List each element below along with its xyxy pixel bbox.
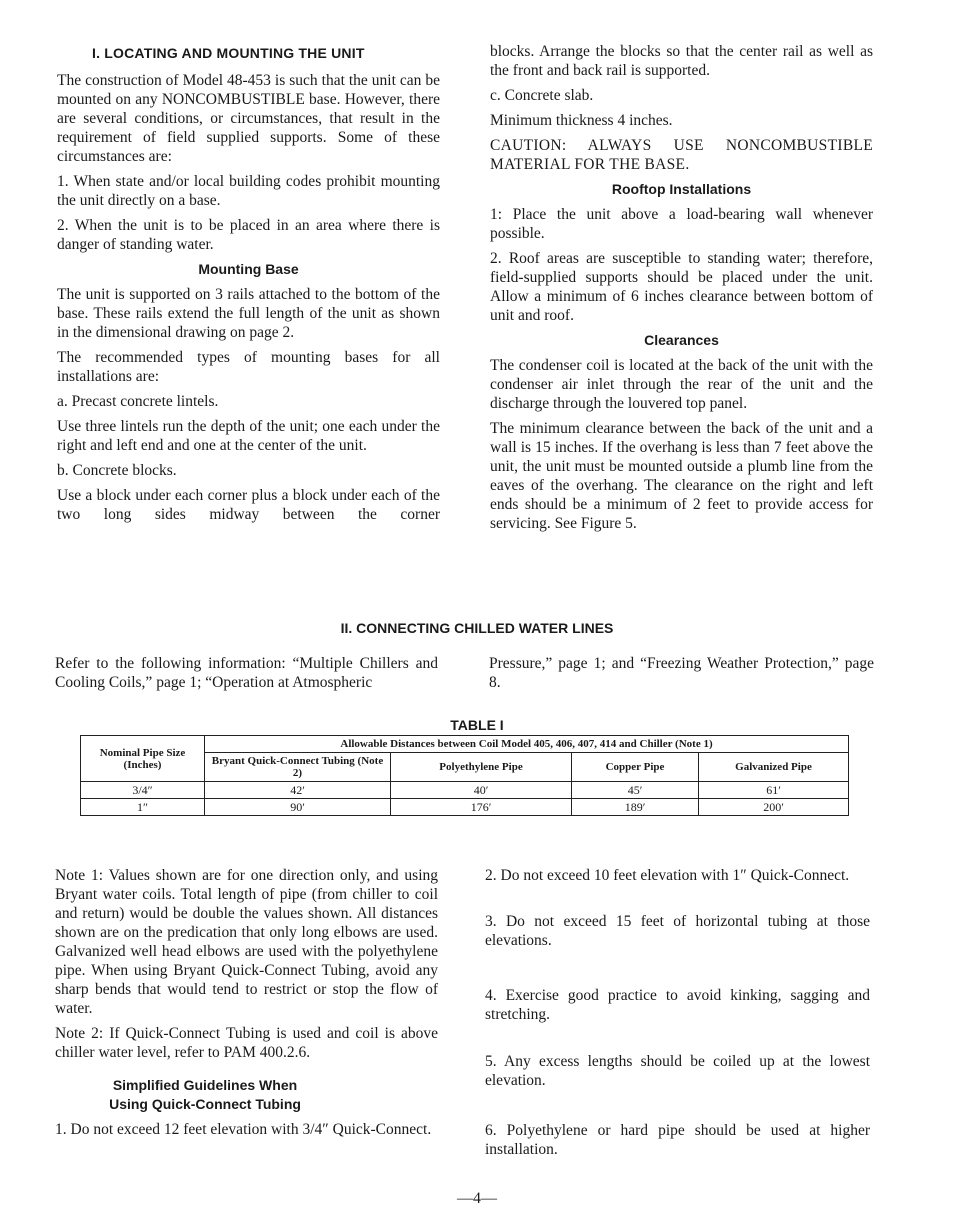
clearances-heading: Clearances — [644, 332, 719, 348]
guideline-5: 5. Any excess lengths should be coiled up at the lowest elevation. — [485, 1053, 870, 1089]
table-cell: 40′ — [391, 782, 572, 799]
table-cell: 200′ — [699, 799, 849, 816]
table-header-galvanized: Galvanized Pipe — [699, 753, 849, 782]
allowable-distances-table — [80, 735, 849, 816]
rooftop-p2: 2. Roof areas are susceptible to standing water; therefore, field-supplied supports should be placed under the unit. Allow a minimum of 6 inches clearance between bottom of unit and roof. — [490, 250, 873, 324]
guideline-3: 3. Do not exceed 15 feet of horizontal tubing at those elevations. — [485, 913, 870, 949]
guideline-6: 6. Polyethylene or hard pipe should be used at higher installation. — [485, 1122, 870, 1158]
mounting-base-heading: Mounting Base — [198, 261, 299, 277]
note2: Note 2: If Quick-Connect Tubing is used and coil is above chiller water level, refer to PAM 400.2.6. — [55, 1025, 438, 1061]
section2-refer-right — [489, 654, 874, 698]
section1-right-column — [490, 42, 873, 539]
section1-item1: 1. When state and/or local building codes prohibit mounting the unit directly on a base. — [57, 173, 440, 209]
mounting-base-b: b. Concrete blocks. — [57, 462, 177, 479]
table-row — [81, 799, 849, 816]
mounting-base-p2: The recommended types of mounting bases for all installations are: — [57, 349, 440, 385]
table-header-polyethylene: Polyethylene Pipe — [391, 753, 572, 782]
section2-refer-right-text: Pressure,” page 1; and “Freezing Weather Protection,” page 8. — [489, 655, 874, 691]
table-header-quick-connect: Bryant Quick-Connect Tubing (Note 2) — [205, 753, 391, 782]
section2-refer-left — [55, 654, 438, 698]
section2-title: II. CONNECTING CHILLED WATER LINES — [340, 620, 614, 636]
section1-title: I. LOCATING AND MOUNTING THE UNIT — [92, 45, 365, 61]
table-cell: 61′ — [699, 782, 849, 799]
table-col0-header: Nominal Pipe Size (Inches) — [81, 736, 205, 782]
mounting-base-c: c. Concrete slab. — [490, 87, 594, 104]
section1-item2: 2. When the unit is to be placed in an area where there is danger of standing water. — [57, 217, 440, 253]
rooftop-heading: Rooftop Installations — [611, 181, 752, 197]
mounting-base-b-text-1: Use a block under each corner plus a block under each of the two long sides midway between the corner — [57, 487, 440, 523]
section1-intro: The construction of Model 48-453 is such that the unit can be mounted on any NONCOMBUSTIBLE base. However, there are several conditions, or circumstances, that result in the requirement of field supplied supports. Some of these circumstances are: — [57, 72, 440, 165]
guidelines-heading-line2: Using Quick-Connect Tubing — [109, 1096, 301, 1112]
mounting-base-a: a. Precast concrete lintels. — [57, 393, 219, 410]
note1: Note 1: Values shown are for one direction only, and using Bryant water coils. Total length of pipe (from chiller to coil and return) would be double the values shown. All distances shown are on the predication that only long elbows are used. Galvanized well head elbows are used with the polyethylene pipe. When using Bryant Quick-Connect Tubing, avoid any sharp bends that would tend to restrict or stop the flow of water. — [55, 867, 438, 1017]
guidelines-heading-line1: Simplified Guidelines When — [112, 1077, 298, 1093]
table-cell: 189′ — [572, 799, 699, 816]
guidelines-heading — [55, 1076, 355, 1114]
clearances-p1: The condenser coil is located at the back of the unit with the condenser air inlet through the rear of the unit and the discharge through the louvered top panel. — [490, 357, 873, 412]
mounting-base-a-text: Use three lintels run the depth of the unit; one each under the right and left end and one at the center of the unit. — [57, 418, 440, 454]
table-cell: 45′ — [572, 782, 699, 799]
notes-left-column — [55, 866, 438, 1145]
table-cell-size: 1″ — [81, 799, 205, 816]
guideline-2: 2. Do not exceed 10 feet elevation with 1″ Quick-Connect. — [485, 867, 850, 884]
table-cell: 176′ — [391, 799, 572, 816]
guidelines-right-column — [485, 866, 870, 1165]
page-number: —4— — [457, 1190, 497, 1207]
table-title: TABLE I — [450, 717, 504, 733]
mounting-base-c-text: Minimum thickness 4 inches. — [490, 112, 673, 129]
table-cell-size: 3/4″ — [81, 782, 205, 799]
guideline-4: 4. Exercise good practice to avoid kinking, sagging and stretching. — [485, 987, 870, 1023]
table-cell: 42′ — [205, 782, 391, 799]
caution-text: CAUTION: ALWAYS USE NONCOMBUSTIBLE MATERIAL FOR THE BASE. — [490, 137, 873, 173]
table-group-header: Allowable Distances between Coil Model 405, 406, 407, 414 and Chiller (Note 1) — [205, 736, 849, 753]
table-header-copper: Copper Pipe — [572, 753, 699, 782]
mounting-base-p1: The unit is supported on 3 rails attached to the bottom of the base. These rails extend the full length of the unit as shown in the dimensional drawing on page 2. — [57, 286, 440, 341]
guideline-1: 1. Do not exceed 12 feet elevation with 3/4″ Quick-Connect. — [55, 1121, 432, 1138]
rooftop-p1: 1: Place the unit above a load-bearing wall whenever possible. — [490, 206, 873, 242]
clearances-p2: The minimum clearance between the back of the unit and a wall is 15 inches. If the overhang is less than 7 feet above the unit, the unit must be mounted outside a plumb line from the eaves of the overhang. The clearance on the right and left ends should be a minimum of 2 feet to provide access for servicing. See Figure 5. — [490, 420, 873, 532]
table-row — [81, 782, 849, 799]
mounting-base-b-text-2: blocks. Arrange the blocks so that the center rail as well as the front and back rail is supported. — [490, 43, 873, 79]
table-cell: 90′ — [205, 799, 391, 816]
section2-refer-left-text: Refer to the following information: “Multiple Chillers and Cooling Coils,” page 1; “Operation at Atmospheric — [55, 655, 438, 691]
section1-left-column — [57, 44, 440, 530]
